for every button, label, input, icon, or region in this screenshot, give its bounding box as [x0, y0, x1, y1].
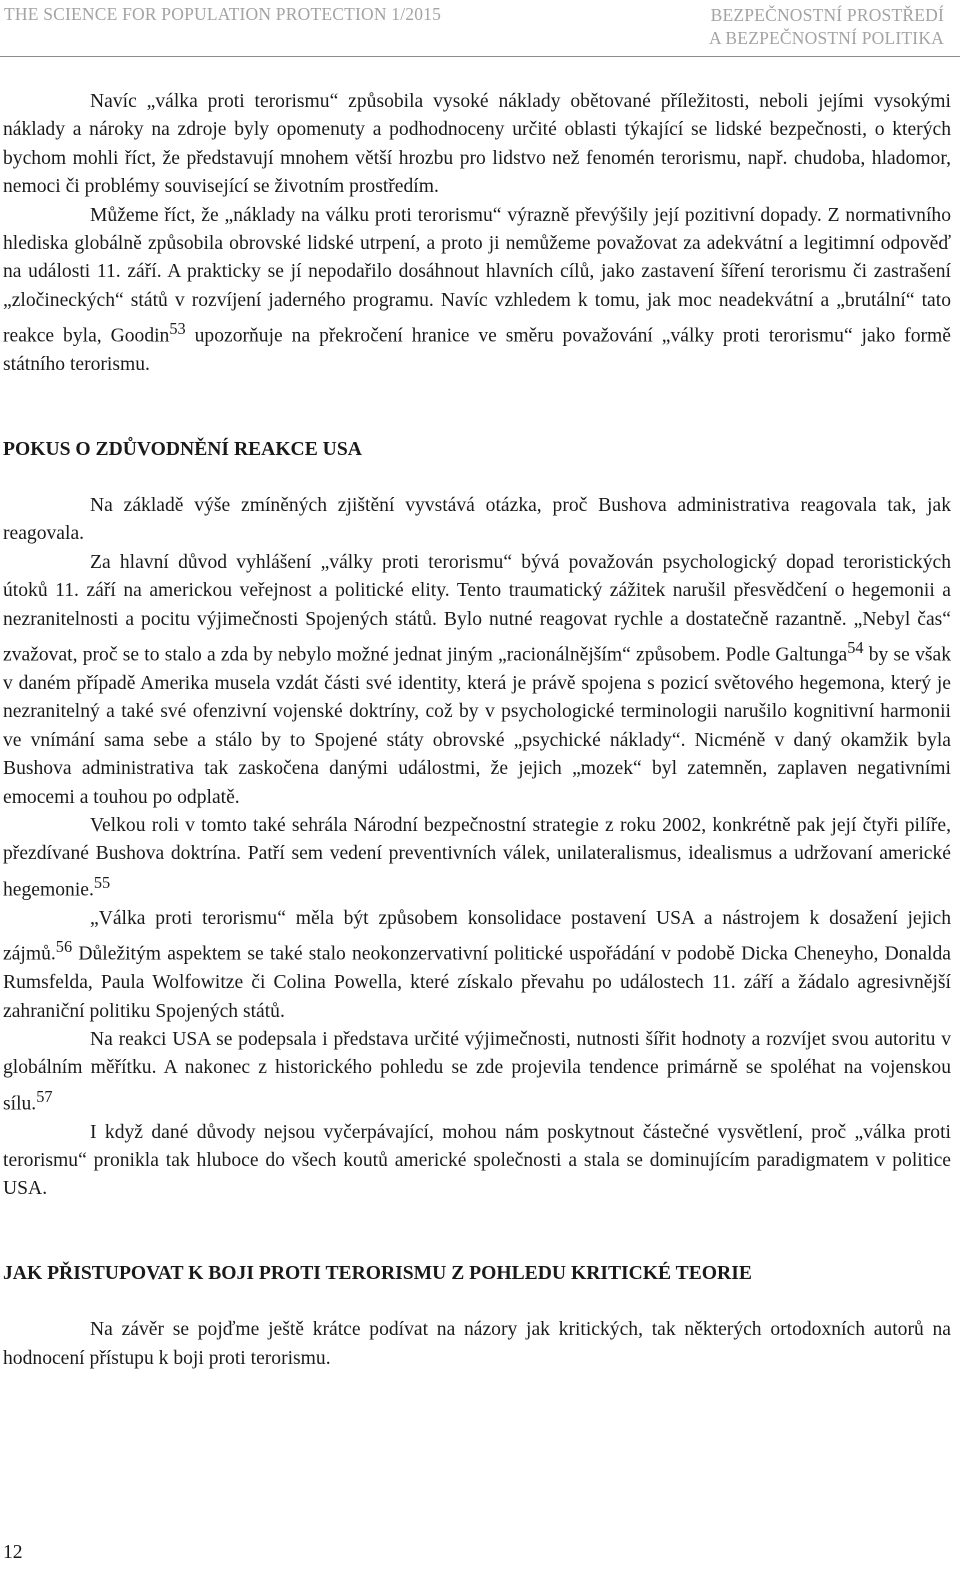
paragraph	[3, 202, 951, 380]
paragraph: Na základě výše zmíněných zjištění vyvstává otázka, proč Bushova administrativa reagovala tak, jak reagovala.	[3, 495, 951, 545]
spacer	[3, 1288, 951, 1316]
paragraph-text: Za hlavní důvod vyhlášení „války proti terorismu“ bývá považován psychologický dopad teroristických útoků 11. září na americkou veřejnost a politické elity. Tento traumatický zážitek narušil přesvědčení o hegemonii a nezranitelnosti a pocitu výjimečnosti Spojených států. Bylo nutné reagovat rychle a dostatečně razantně. „Nebyl čas“ zvažovat, proč se to stalo a zda by nebylo možné jednat jiným „racionálnějším“ způsobem. Podle Galtunga	[3, 551, 951, 666]
paragraph: Navíc „válka proti terorismu“ způsobila vysoké náklady obětované příležitosti, neboli jejími vysokými náklady a nároky na zdroje byly opomenuty a podhodnoceny určité oblasti týkající se lidské bezpečnosti, o kterých bychom mohli říct, že představují mnohem větší hrozbu pro lidstvo než fenomén terorismu, např. chudoba, hladomor, nemoci či problémy související se životním prostředím.	[3, 91, 951, 198]
footnote-ref: 55	[93, 872, 111, 892]
paragraph	[3, 905, 951, 1026]
paragraph: Na závěr se pojďme ještě krátce podívat na názory jak kritických, tak některých ortodoxních autorů na hodnocení přístupu k boji proti terorismu.	[3, 1319, 951, 1369]
section-heading: JAK PŘISTUPOVAT K BOJI PROTI TERORISMU Z POHLEDU KRITICKÉ TEORIE	[3, 1262, 752, 1284]
paragraph-text: Důležitým aspektem se také stalo neokonzervativní politické uspořádání v podobě Dicka Cheneyho, Donalda Rumsfelda, Paula Wolfowitze či Colina Powella, které získalo převahu po událostech 11. září a žádalo agresivnější zahraniční politiku Spojených států.	[3, 943, 951, 1022]
footnote-ref: 53	[169, 319, 186, 339]
spacer	[3, 1204, 951, 1260]
section-title-line-1: BEZPEČNOSTNÍ PROSTŘEDÍ	[710, 5, 944, 25]
journal-title: THE SCIENCE FOR POPULATION PROTECTION 1/2015	[4, 4, 442, 24]
paragraph	[3, 812, 951, 905]
paragraph	[3, 549, 951, 812]
paragraph-text: „Válka proti terorismu“ měla být způsobem konsolidace postavení USA a nástrojem k dosažení jejich zájmů.	[3, 907, 951, 965]
footnote-ref: 54	[847, 638, 864, 658]
paragraph-text: by se však v daném případě Amerika musela vzdát části své identity, která je právě spojena s pozicí světového hegemona, který je nezranitelný a také své ofenzivní vojenské doktríny, což by v psychologické terminologii narušilo kognitivní harmonii ve vnímání sama sebe a stálo by to Spojené státy obrovské „psychické náklady“. Nicméně v daný okamžik byla Bushova administrativa tak zaskočena danými událostmi, že jejich „mozek“ byl zatemněn, zaplaven negativními emocemi a touhou po odplatě.	[3, 644, 952, 808]
section-title-line-2: A BEZPEČNOSTNÍ POLITIKA	[708, 28, 944, 48]
page-number: 12	[3, 1542, 23, 1563]
article-body	[3, 88, 951, 1373]
paragraph	[3, 1026, 951, 1119]
paragraph-text: Velkou roli v tomto také sehrála Národní bezpečnostní strategie z roku 2002, konkrétně pak její čtyři pilíře, přezdívané Bushova doktrína. Patří sem vedení preventivních válek, unilateralismus, idealismus a udržovaní americké hegemonie.	[3, 815, 951, 901]
paragraph: I když dané důvody nejsou vyčerpávající, mohou nám poskytnout částečné vysvětlení, proč „válka proti terorismu“ pronikla tak hluboce do všech koutů americké společnosti a stala se dominujícím paradigmatem v politice USA.	[3, 1121, 951, 1200]
spacer	[3, 380, 951, 436]
header-divider	[0, 56, 960, 57]
paragraph-text: Můžeme říct, že „náklady na válku proti terorismu“ výrazně převýšily její pozitivní dopady. Z normativního hlediska globálně způsobila obrovské lidské utrpení, a proto ji nemůžeme považovat za adekvátní a legitimní odpověď na události 11. září. A prakticky se jí nepodařilo dosáhnout hlavních cílů, jako zastavení šíření terorismu či zastrašení „zločineckých“ států v rozvíjení jaderného programu. Navíc vzhledem k tomu, jak moc neadekvátní a „brutální“ tato reakce byla, Goodin	[3, 204, 951, 347]
footnote-ref: 56	[55, 937, 73, 957]
footnote-ref: 57	[36, 1086, 53, 1106]
paragraph-text: Na reakci USA se podepsala i představa určité výjimečnosti, nutnosti šířit hodnoty a rozvíjet svou autoritu v globálním měřítku. A nakonec z historického pohledu se zde projevila tendence primárně se spoléhat na vojenskou sílu.	[3, 1028, 951, 1115]
paragraph-text: upozorňuje na překročení hranice ve směru považování „války proti terorismu“ jako formě státního terorismu.	[3, 325, 951, 376]
spacer	[3, 464, 951, 492]
section-title	[709, 4, 944, 50]
section-heading: POKUS O ZDŮVODNĚNÍ REAKCE USA	[3, 438, 362, 460]
